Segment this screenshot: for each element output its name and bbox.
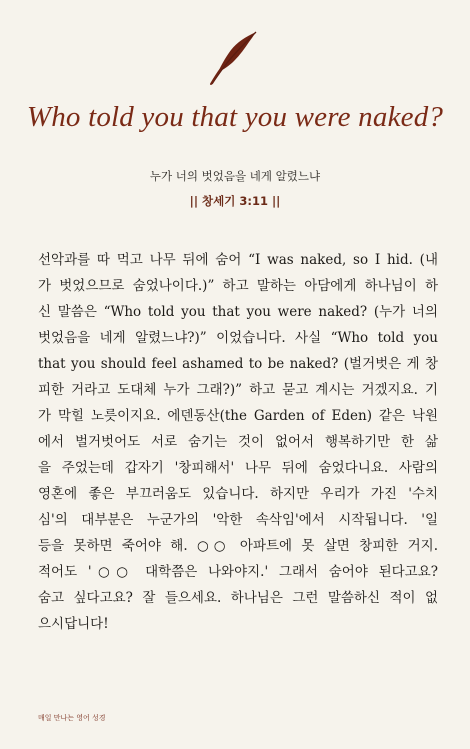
paragraph-line: 으시답니다! [38,616,109,632]
paragraph-line: 피한 거라고 도대체 누가 그래?)” 하고 묻고 계시는 거겠지요. 기 [38,382,438,398]
paragraph-line: 심'의 대부분은 누군가의 '악한 속삭임'에서 시작됩니다. '일 [38,512,438,528]
paragraph-line: 선악과를 따 먹고 나무 뒤에 숨어 “I was naked, so I hid. (내 [38,252,438,268]
book-title-footer: 매일 만나는 영어 성경 [38,714,106,722]
heading-verse-english: Who told you that you were naked? [26,101,444,133]
paragraph-line: 숨고 싶다고요? 잘 들으세요. 하나님은 그런 말씀하신 적이 없 [38,590,438,606]
paragraph-line: 가 벗었으므로 숨었나이다.)” 하고 말하는 아담에게 하나님이 하 [38,278,438,294]
paragraph-line: 을 주었는데 갑자기 '창피해서' 나무 뒤에 숨었다니요. 사람의 [38,460,438,476]
heading-verse-korean: 누가 너의 벗었음을 네게 알렸느냐 [149,169,321,183]
paragraph-line: 벗었음을 네게 알렸느냐?)” 이었습니다. 사실 “Who told you [38,330,438,346]
paragraph-line: 등을 못하면 죽어야 해. ○○ 아파트에 못 살면 창피한 거지. [38,538,438,554]
paragraph-line: 신 말씀은 “Who told you that you were naked? (누가 너의 [38,304,438,320]
paragraph-line: 가 막힐 노릇이지요. 에덴동산(the Garden of Eden) 같은 낙원 [38,408,438,424]
quill-feather-icon [207,30,259,86]
paragraph-line: 에서 벌거벗어도 서로 숨기는 것이 없어서 행복하기만 한 삶 [38,434,438,450]
paragraph-line: that you should feel ashamed to be naked? (벌거벗은 게 창 [38,356,438,372]
paragraph-line: 적어도 '○○ 대학쯤은 나와야지.' 그래서 숨어야 된다고요? [38,564,438,580]
body-paragraph [38,247,438,637]
scripture-reference: || 창세기 3:11 || [189,194,281,208]
paragraph-line: 영혼에 좋은 부끄러움도 있습니다. 하지만 우리가 가진 '수치 [38,486,438,502]
